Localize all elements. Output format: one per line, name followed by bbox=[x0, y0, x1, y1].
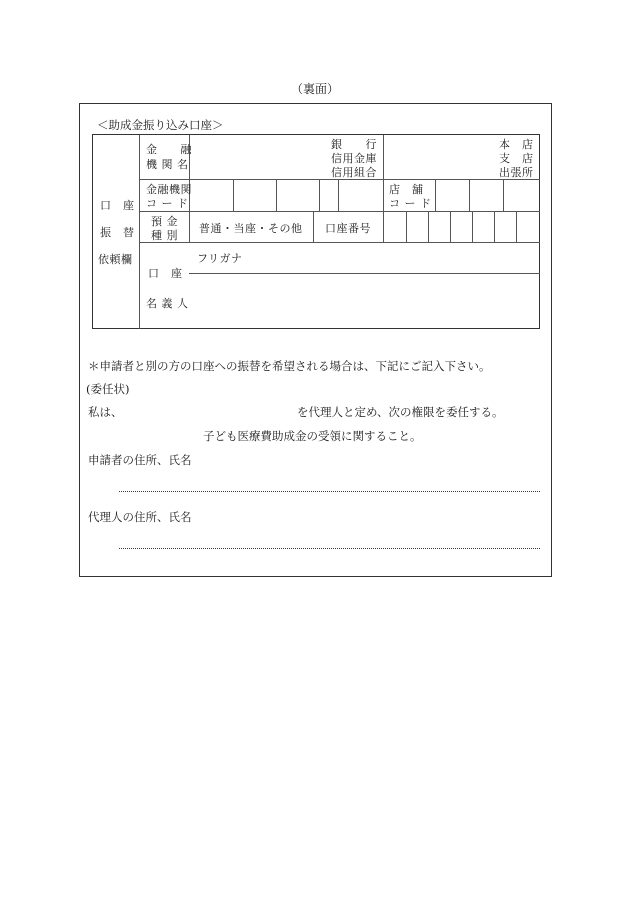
applicant-label: 申請者の住所、氏名 bbox=[88, 453, 192, 467]
page-title: （裏面） bbox=[290, 82, 339, 96]
bank-type-bank: 銀 行 bbox=[331, 138, 377, 151]
agent-signature-line bbox=[119, 548, 540, 549]
bank-account-table bbox=[92, 134, 540, 329]
branch-code-label-line1: 店 舗 bbox=[389, 183, 424, 196]
account-number-label: 口座番号 bbox=[325, 222, 371, 235]
deposit-type-label-line1: 預 金 bbox=[151, 215, 178, 228]
side-label-request-field: 依頼欄 bbox=[98, 253, 133, 266]
institution-code-label-line1: 金融機関 bbox=[146, 183, 192, 196]
delegation-note: ＊申請者と別の方の口座への振替を希望される場合は、下記にご記入下さい。 bbox=[88, 359, 491, 373]
deposit-type-label-line2: 種 別 bbox=[151, 229, 178, 242]
branch-type-branch: 支 店 bbox=[499, 152, 534, 165]
statement-end: を代理人と定め、次の権限を委任する。 bbox=[297, 405, 504, 419]
bank-type-shinkin: 信用金庫 bbox=[331, 152, 377, 165]
applicant-signature-line bbox=[119, 491, 540, 492]
branch-type-sub-branch: 出張所 bbox=[499, 166, 534, 179]
bank-type-credit-union: 信用組合 bbox=[331, 166, 377, 179]
deposit-type-options: 普通・当座・その他 bbox=[199, 222, 303, 235]
branch-type-main: 本 店 bbox=[499, 138, 534, 151]
authority-text: 子ども医療費助成金の受領に関すること。 bbox=[203, 429, 422, 443]
holder-label-line2: 名 義 人 bbox=[146, 297, 189, 310]
institution-code-label-line2: コ ー ド bbox=[146, 197, 189, 210]
holder-label-line1: 口 座 bbox=[148, 267, 183, 280]
statement-start: 私は、 bbox=[88, 405, 123, 419]
agent-label: 代理人の住所、氏名 bbox=[88, 510, 192, 524]
delegation-title: (委任状) bbox=[86, 382, 130, 396]
furigana-label: フリガナ bbox=[197, 252, 243, 265]
institution-name-label-line2: 機 関 名 bbox=[146, 158, 189, 171]
section-heading: ＜助成金振り込み口座＞ bbox=[97, 118, 224, 132]
institution-name-label-line1: 金 融 bbox=[146, 143, 192, 156]
side-label-account: 口 座 bbox=[100, 199, 135, 212]
side-label-transfer: 振 替 bbox=[100, 226, 135, 239]
branch-code-label-line2: コ ー ド bbox=[389, 197, 432, 210]
